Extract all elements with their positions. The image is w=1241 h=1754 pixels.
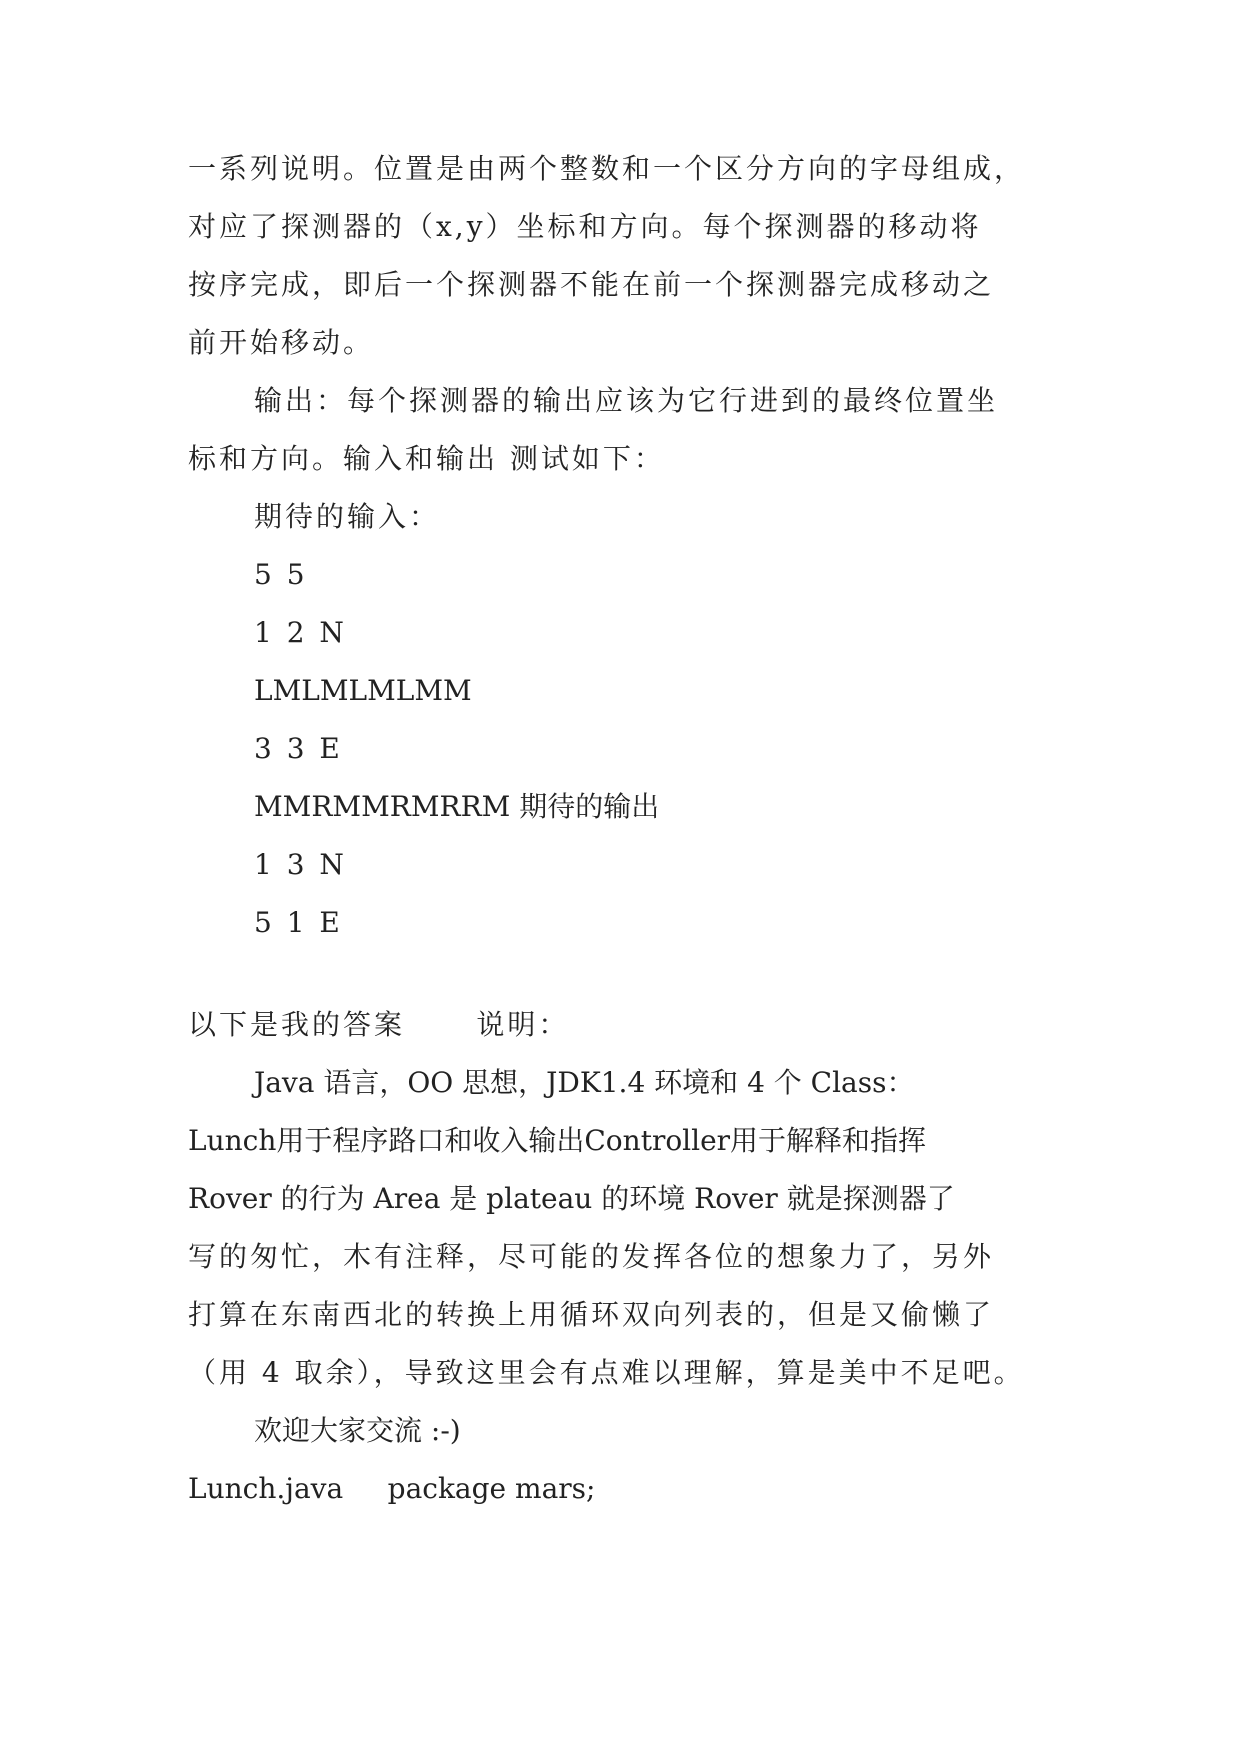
text-line: 期待的输入： — [254, 500, 441, 533]
sample-input-line: 5 5 — [254, 558, 308, 591]
text-line: 前开始移动。 — [188, 326, 375, 359]
sample-input-line: LMLMLMLMM — [254, 674, 472, 707]
text-line: Lunch用于程序路口和收入输出Controller用于解释和指挥 — [188, 1124, 927, 1157]
text-line: 写的匆忙，木有注释，尽可能的发挥各位的想象力了，另外 — [188, 1240, 995, 1273]
sample-input-line: MMRMMRMRRM 期待的输出 — [254, 790, 660, 823]
text-line: 按序完成，即后一个探测器不能在前一个探测器完成移动之 — [188, 268, 995, 301]
paragraph-gap — [188, 952, 1068, 996]
text-line: （用 4 取余），导致这里会有点难以理解，算是美中不足吧。 — [188, 1356, 1025, 1389]
text-line: Rover 的行为 Area 是 plateau 的环境 Rover 就是探测器了 — [188, 1182, 955, 1215]
text-line: 输出：每个探测器的输出应该为它行进到的最终位置坐 — [254, 384, 999, 417]
sample-input-line: 3 3 E — [254, 732, 343, 765]
sample-output-line: 1 3 N — [254, 848, 347, 881]
text-line: 对应了探测器的（x,y）坐标和方向。每个探测器的移动将 — [188, 210, 982, 243]
text-line: 打算在东南西北的转换上用循环双向列表的，但是又偷懒了 — [188, 1298, 995, 1331]
text-line: 一系列说明。位置是由两个整数和一个区分方向的字母组成， — [188, 152, 1026, 185]
text-line: 欢迎大家交流 :-) — [254, 1414, 461, 1447]
sample-output-line: 5 1 E — [254, 906, 343, 939]
text-line: Java 语言，OO 思想，JDK1.4 环境和 4 个 Class： — [254, 1066, 915, 1099]
code-line: Lunch.java package mars; — [188, 1472, 596, 1505]
text-line: 标和方向。输入和输出 测试如下： — [188, 442, 665, 475]
section-heading: 以下是我的答案 说明： — [188, 1008, 570, 1041]
sample-input-line: 1 2 N — [254, 616, 347, 649]
document-body — [188, 140, 1068, 1518]
